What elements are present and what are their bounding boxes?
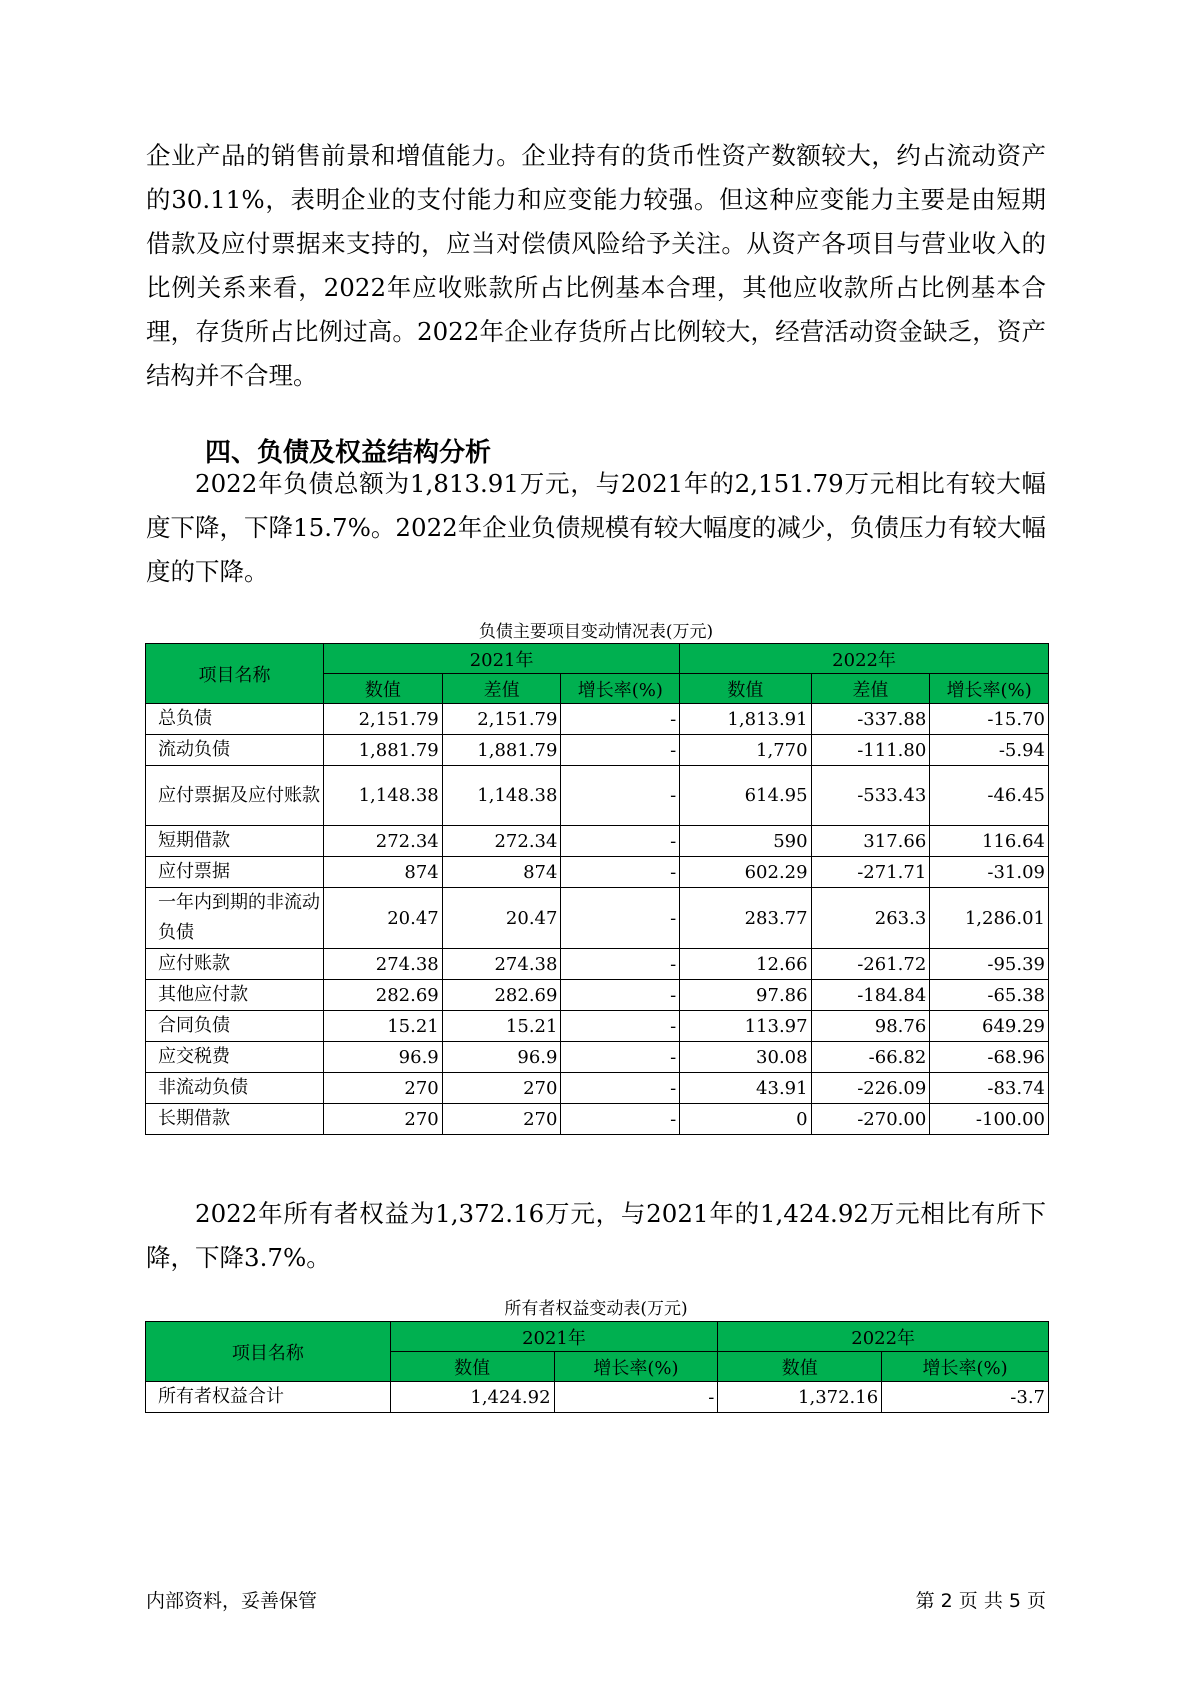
value-cell: 15.21	[324, 1011, 443, 1042]
value-cell: -271.71	[811, 857, 930, 888]
value-cell: -83.74	[930, 1073, 1049, 1104]
table-row	[146, 1073, 1049, 1104]
value-cell: 272.34	[442, 826, 561, 857]
col-header-2021: 2021年	[324, 644, 680, 674]
value-cell: 2,151.79	[324, 704, 443, 735]
sub-header-growth-2021: 增长率(%)	[561, 674, 680, 704]
value-cell: 602.29	[680, 857, 811, 888]
liabilities-table	[145, 643, 1049, 1135]
value-cell: -	[561, 949, 680, 980]
value-cell: -95.39	[930, 949, 1049, 980]
value-cell: -111.80	[811, 735, 930, 766]
value-cell: 96.9	[324, 1042, 443, 1073]
sub-header-value-2022: 数值	[718, 1352, 882, 1382]
value-cell: 1,881.79	[442, 735, 561, 766]
value-cell: -5.94	[930, 735, 1049, 766]
value-cell: 1,372.16	[718, 1382, 882, 1413]
row-label-cell: 短期借款	[146, 826, 324, 857]
footer-page-number: 第 2 页 共 5 页	[915, 1590, 1046, 1612]
value-cell: 98.76	[811, 1011, 930, 1042]
sub-header-growth-2022: 增长率(%)	[930, 674, 1049, 704]
table-row	[146, 766, 1049, 826]
value-cell: 590	[680, 826, 811, 857]
value-cell: -	[561, 704, 680, 735]
value-cell: 116.64	[930, 826, 1049, 857]
table-row	[146, 980, 1049, 1011]
value-cell: 263.3	[811, 888, 930, 949]
value-cell: 283.77	[680, 888, 811, 949]
table2-caption: 所有者权益变动表(万元)	[504, 1299, 688, 1319]
value-cell: -226.09	[811, 1073, 930, 1104]
table-row	[146, 857, 1049, 888]
row-label-cell: 流动负债	[146, 735, 324, 766]
value-cell: -184.84	[811, 980, 930, 1011]
row-label-cell: 长期借款	[146, 1104, 324, 1135]
row-label-cell: 合同负债	[146, 1011, 324, 1042]
col-header-2022: 2022年	[718, 1322, 1049, 1352]
value-cell: 272.34	[324, 826, 443, 857]
sub-header-growth-2021: 增长率(%)	[554, 1352, 718, 1382]
paragraph-equity: 2022年所有者权益为1,372.16万元，与2021年的1,424.92万元相比有所下降，下降3.7%。	[146, 1199, 1046, 1272]
row-label-cell: 应付票据及应付账款	[146, 766, 324, 826]
value-cell: -66.82	[811, 1042, 930, 1073]
value-cell: 0	[680, 1104, 811, 1135]
row-label-cell: 应交税费	[146, 1042, 324, 1073]
value-cell: 20.47	[442, 888, 561, 949]
table-row	[146, 1382, 1049, 1413]
value-cell: -100.00	[930, 1104, 1049, 1135]
value-cell: 20.47	[324, 888, 443, 949]
value-cell: -533.43	[811, 766, 930, 826]
value-cell: -3.7	[882, 1382, 1049, 1413]
value-cell: 874	[324, 857, 443, 888]
value-cell: 1,148.38	[442, 766, 561, 826]
value-cell: 614.95	[680, 766, 811, 826]
value-cell: -31.09	[930, 857, 1049, 888]
sub-header-value-2021: 数值	[324, 674, 443, 704]
value-cell: 282.69	[442, 980, 561, 1011]
table-row	[146, 735, 1049, 766]
value-cell: -	[561, 1073, 680, 1104]
footer-confidential-note: 内部资料，妥善保管	[146, 1590, 318, 1612]
value-cell: -15.70	[930, 704, 1049, 735]
value-cell: 270	[324, 1104, 443, 1135]
value-cell: -270.00	[811, 1104, 930, 1135]
value-cell: -	[561, 1011, 680, 1042]
value-cell: 1,813.91	[680, 704, 811, 735]
value-cell: -	[561, 766, 680, 826]
table-row	[146, 1011, 1049, 1042]
value-cell: 1,770	[680, 735, 811, 766]
paragraph-liabilities: 2022年负债总额为1,813.91万元，与2021年的2,151.79万元相比有较大幅度下降，下降15.7%。2022年企业负债规模有较大幅度的减少，负债压力有较大幅度的下降。	[146, 469, 1046, 586]
value-cell: -	[561, 888, 680, 949]
value-cell: -261.72	[811, 949, 930, 980]
value-cell: 12.66	[680, 949, 811, 980]
value-cell: -	[554, 1382, 718, 1413]
value-cell: 1,286.01	[930, 888, 1049, 949]
value-cell: -	[561, 980, 680, 1011]
value-cell: 270	[442, 1104, 561, 1135]
value-cell: 649.29	[930, 1011, 1049, 1042]
value-cell: 1,148.38	[324, 766, 443, 826]
row-label-cell: 应付账款	[146, 949, 324, 980]
equity-table	[145, 1321, 1049, 1413]
value-cell: 96.9	[442, 1042, 561, 1073]
value-cell: 15.21	[442, 1011, 561, 1042]
table1-caption: 负债主要项目变动情况表(万元)	[478, 622, 714, 642]
value-cell: -	[561, 1104, 680, 1135]
table-row	[146, 1042, 1049, 1073]
value-cell: 317.66	[811, 826, 930, 857]
value-cell: 97.86	[680, 980, 811, 1011]
col-header-2021: 2021年	[390, 1322, 718, 1352]
row-label-cell: 所有者权益合计	[146, 1382, 391, 1413]
value-cell: -46.45	[930, 766, 1049, 826]
table-row	[146, 888, 1049, 949]
col-header-item-name: 项目名称	[146, 1322, 391, 1382]
sub-header-diff-2022: 差值	[811, 674, 930, 704]
row-label-cell: 应付票据	[146, 857, 324, 888]
table-row	[146, 826, 1049, 857]
row-label-cell: 一年内到期的非流动负债	[146, 888, 324, 949]
col-header-2022: 2022年	[680, 644, 1049, 674]
value-cell: 270	[442, 1073, 561, 1104]
section-heading: 四、负债及权益结构分析	[205, 438, 492, 468]
row-label-cell: 其他应付款	[146, 980, 324, 1011]
value-cell: 2,151.79	[442, 704, 561, 735]
row-label-cell: 非流动负债	[146, 1073, 324, 1104]
sub-header-value-2021: 数值	[390, 1352, 554, 1382]
value-cell: 274.38	[324, 949, 443, 980]
value-cell: 282.69	[324, 980, 443, 1011]
value-cell: 43.91	[680, 1073, 811, 1104]
col-header-item-name: 项目名称	[146, 644, 324, 704]
table-row	[146, 1104, 1049, 1135]
table-row	[146, 949, 1049, 980]
value-cell: -	[561, 1042, 680, 1073]
value-cell: 874	[442, 857, 561, 888]
value-cell: 274.38	[442, 949, 561, 980]
value-cell: -	[561, 735, 680, 766]
table-row	[146, 704, 1049, 735]
sub-header-growth-2022: 增长率(%)	[882, 1352, 1049, 1382]
row-label-cell: 总负债	[146, 704, 324, 735]
paragraph-assets-analysis: 企业产品的销售前景和增值能力。企业持有的货币性资产数额较大，约占流动资产的30.11%，表明企业的支付能力和应变能力较强。但这种应变能力主要是由短期借款及应付票据来支持的，应当对偿债风险给予关注。从资产各项目与营业收入的比例关系来看，2022年应收账款所占比例基本合理，其他应收款所占比例基本合理，存货所占比例过高。2022年企业存货所占比例较大，经营活动资金缺乏，资产结构并不合理。	[146, 141, 1046, 390]
value-cell: 30.08	[680, 1042, 811, 1073]
value-cell: -337.88	[811, 704, 930, 735]
value-cell: 1,424.92	[390, 1382, 554, 1413]
value-cell: 113.97	[680, 1011, 811, 1042]
sub-header-diff-2021: 差值	[442, 674, 561, 704]
sub-header-value-2022: 数值	[680, 674, 811, 704]
value-cell: -	[561, 826, 680, 857]
value-cell: -65.38	[930, 980, 1049, 1011]
value-cell: 270	[324, 1073, 443, 1104]
value-cell: 1,881.79	[324, 735, 443, 766]
value-cell: -68.96	[930, 1042, 1049, 1073]
value-cell: -	[561, 857, 680, 888]
